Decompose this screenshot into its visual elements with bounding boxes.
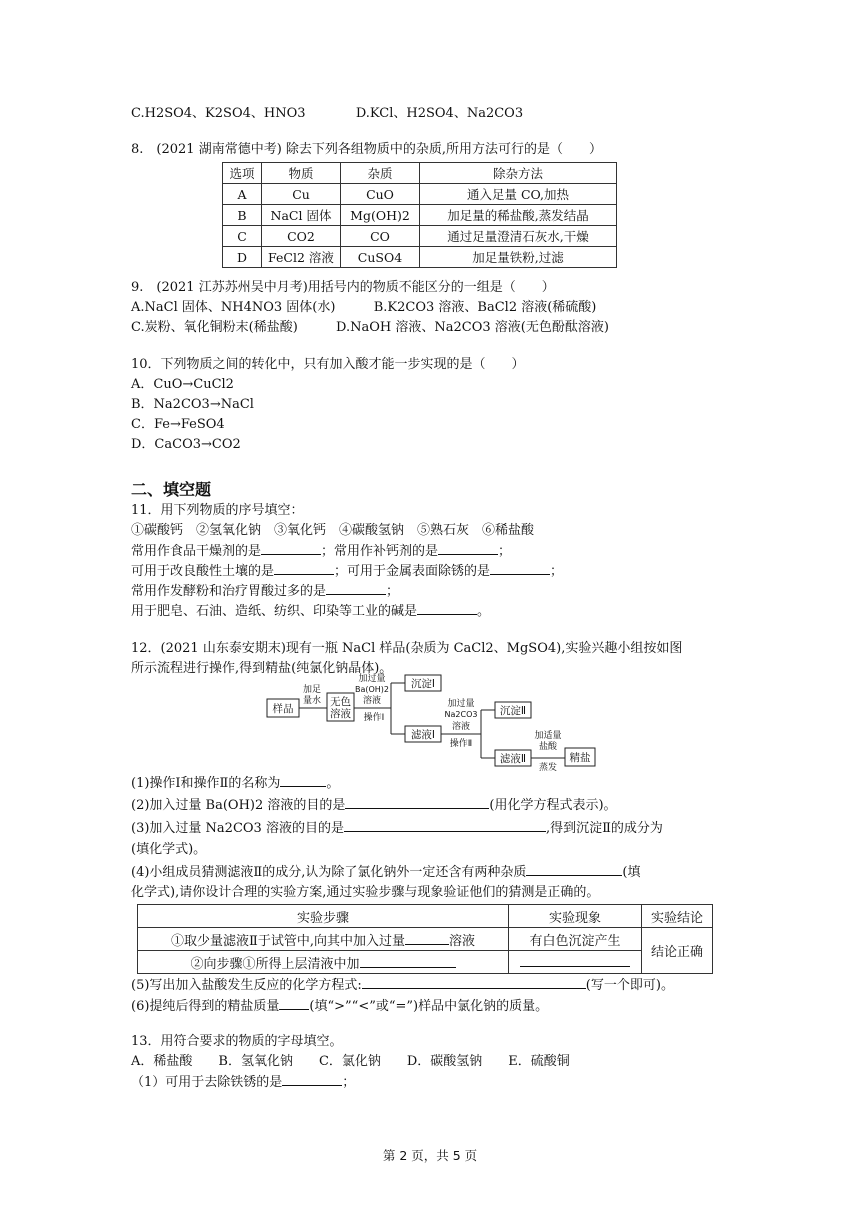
answer-blank[interactable] xyxy=(417,602,477,615)
experiment-step-cell xyxy=(138,951,509,974)
q12-text: (填 xyxy=(622,865,641,880)
q12-part-1 xyxy=(131,774,339,793)
q8-cell: 加足量的稀盐酸,蒸发结晶 xyxy=(420,205,617,226)
q8-cell: FeCl2 溶液 xyxy=(262,247,341,268)
q12-text: ①取少量滤液Ⅱ于试管中,向其中加入过量 xyxy=(171,933,405,949)
q8-cell: B xyxy=(223,205,262,226)
q12-text: (3)加入过量 Na2CO3 溶液的目的是 xyxy=(131,821,344,836)
q9-options-row1 xyxy=(131,299,596,317)
q12-part-2 xyxy=(131,796,617,815)
answer-blank[interactable] xyxy=(490,562,550,575)
q8-cell: C xyxy=(223,226,262,247)
q8-table xyxy=(222,162,617,268)
q11-text: 常用作食品干燥剂的是 xyxy=(131,544,262,559)
q11-line-2 xyxy=(131,562,563,581)
flow-filtrate2: 滤液Ⅱ xyxy=(499,753,527,765)
q12-part-6 xyxy=(131,997,548,1016)
q13-options: A．稀盐酸 B．氢氧化钠 C．氯化钠 D．碳酸氢钠 E．硫酸铜 xyxy=(131,1054,570,1069)
q8-header-cell: 物质 xyxy=(262,163,341,184)
q11-text: ； xyxy=(550,564,564,579)
q12-text: ②向步骤①所得上层清液中加 xyxy=(190,956,360,972)
q13-part-1 xyxy=(131,1073,355,1092)
q10-option-c: C．Fe→FeSO4 xyxy=(131,417,225,432)
q7-option-d: D.KCl、H2SO4、Na2CO3 xyxy=(355,106,524,121)
q12-text: (填“>”“<”或“=”)样品中氯化钠的质量。 xyxy=(309,999,549,1014)
q12-part-5 xyxy=(131,976,674,995)
q9-option-d: D.NaOH 溶液、Na2CO3 溶液(无色酚酞溶液) xyxy=(336,320,609,335)
q11-text: ；常用作补钙剂的是 xyxy=(321,544,439,559)
answer-blank[interactable] xyxy=(274,562,334,575)
q8-cell: Mg(OH)2 xyxy=(341,205,420,226)
flow-label: 操作Ⅰ xyxy=(363,713,385,723)
q7-option-line xyxy=(131,105,523,123)
flow-sample: 样品 xyxy=(272,703,294,715)
q9-options-row2 xyxy=(131,319,609,337)
table-header-cell: 实验现象 xyxy=(509,905,642,928)
q11-text: 可用于改良酸性土壤的是 xyxy=(131,564,275,579)
q8-cell: D xyxy=(223,247,262,268)
q11-line-3 xyxy=(131,582,399,601)
q8-header-cell: 除杂方法 xyxy=(420,163,617,184)
experiment-phenomenon-cell: 有白色沉淀产生 xyxy=(509,928,642,951)
q8-header-cell: 选项 xyxy=(223,163,262,184)
q9-option-b: B.K2CO3 溶液、BaCl2 溶液(稀硫酸) xyxy=(373,300,597,315)
q12-part-3-cont: (填化学式)。 xyxy=(131,842,207,857)
table-row xyxy=(138,928,713,951)
experiment-phenomenon-cell xyxy=(509,951,642,974)
q12-text: (6)提纯后得到的精盐质量 xyxy=(131,999,280,1014)
q12-text: (1)操作Ⅰ和操作Ⅱ的名称为 xyxy=(131,776,281,791)
q10-option-d: D．CaCO3→CO2 xyxy=(131,437,241,452)
table-row xyxy=(223,247,617,268)
table-row xyxy=(223,184,617,205)
q11-options: ①碳酸钙 ②氢氧化钠 ③氧化钙 ④碳酸氢钠 ⑤熟石灰 ⑥稀盐酸 xyxy=(131,523,535,538)
q12-text: (写一个即可)。 xyxy=(585,978,674,993)
experiment-conclusion-cell: 结论正确 xyxy=(642,928,713,974)
q8-cell: CuO xyxy=(341,184,420,205)
q12-text: (4)小组成员猜测滤液Ⅱ的成分,认为除了氯化钠外一定还含有两种杂质 xyxy=(131,865,527,880)
q8-cell: CO2 xyxy=(262,226,341,247)
flow-label: Na2CO3 xyxy=(444,710,478,719)
q11-stem: 11．用下列物质的序号填空： xyxy=(131,503,304,518)
flow-label: Ba(OH)2 xyxy=(354,685,390,694)
page-footer: 第 2 页，共 5 页 xyxy=(382,1148,478,1163)
flow-filtrate1: 滤液Ⅰ xyxy=(410,729,436,741)
answer-blank[interactable] xyxy=(261,542,321,555)
experiment-step-cell xyxy=(138,928,509,951)
answer-blank[interactable] xyxy=(520,954,630,967)
table-header-cell: 实验步骤 xyxy=(138,905,509,928)
flow-solution-1: 无色 xyxy=(330,696,351,708)
q12-stem-line-1: 12．(2021 山东泰安期末)现有一瓶 NaCl 样品(杂质为 CaCl2、MgSO4),实验兴趣小组按如图 xyxy=(131,641,683,656)
table-row xyxy=(138,951,713,974)
q8-cell: Cu xyxy=(262,184,341,205)
flow-label: 加过量 xyxy=(358,674,386,684)
flow-label: 加适量 xyxy=(534,731,562,741)
answer-blank[interactable] xyxy=(405,932,449,945)
q8-cell: A xyxy=(223,184,262,205)
table-row xyxy=(223,205,617,226)
q8-table-header xyxy=(223,163,617,184)
flow-ppt2: 沉淀Ⅱ xyxy=(499,705,527,717)
answer-blank[interactable] xyxy=(360,955,456,968)
flow-salt: 精盐 xyxy=(569,752,591,764)
q12-text: (2)加入过量 Ba(OH)2 溶液的目的是 xyxy=(131,798,346,813)
flow-diagram xyxy=(266,672,626,772)
q12-text: ,得到沉淀Ⅱ的成分为 xyxy=(545,821,663,836)
q8-cell: 通过足量澄清石灰水,干燥 xyxy=(420,226,617,247)
q7-option-c: C.H2SO4、K2SO4、HNO3 xyxy=(131,106,306,121)
q9-option-c: C.炭粉、氧化铜粉末(稀盐酸) xyxy=(131,320,298,335)
q11-text: ； xyxy=(498,544,512,559)
q10-stem: 10．下列物质之间的转化中，只有加入酸才能一步实现的是（ ） xyxy=(131,357,525,372)
flow-label: 加足 xyxy=(302,685,322,695)
flow-label: 量水 xyxy=(302,696,322,706)
q9-stem: 9. (2021 江苏苏州吴中月考)用括号内的物质不能区分的一组是（ ） xyxy=(131,280,555,295)
q8-cell: 通入足量 CO,加热 xyxy=(420,184,617,205)
answer-blank[interactable] xyxy=(362,976,586,989)
flow-label: 盐酸 xyxy=(538,742,558,752)
flow-ppt1: 沉淀Ⅰ xyxy=(410,678,436,690)
q11-text: 。 xyxy=(477,604,491,619)
q11-text: ； xyxy=(386,584,400,599)
q8-stem: 8. (2021 湖南常德中考) 除去下列各组物质中的杂质,所用方法可行的是（ ） xyxy=(131,142,603,157)
answer-blank[interactable] xyxy=(280,774,326,787)
table-header-cell: 实验结论 xyxy=(642,905,713,928)
q12-part-3 xyxy=(131,819,663,838)
q10-option-a: A．CuO→CuCl2 xyxy=(131,377,234,392)
q13-stem: 13．用符合要求的物质的字母填空。 xyxy=(131,1034,343,1049)
flow-label: 操作Ⅱ xyxy=(449,739,473,749)
q12-stem-line-2: 所示流程进行操作,得到精盐(纯氯化钠晶体)。 xyxy=(131,661,393,676)
answer-blank[interactable] xyxy=(279,997,309,1010)
q12-text: 溶液 xyxy=(448,933,475,949)
q11-text: 用于肥皂、石油、造纸、纺织、印染等工业的碱是 xyxy=(131,604,418,619)
q12-text: 。 xyxy=(326,776,340,791)
q13-text: （1）可用于去除铁锈的是 xyxy=(131,1075,283,1090)
section-title: 二、填空题 xyxy=(131,480,212,499)
answer-blank[interactable] xyxy=(282,1073,342,1086)
experiment-table xyxy=(137,904,713,974)
q12-text: (用化学方程式表示)。 xyxy=(489,798,617,813)
answer-blank[interactable] xyxy=(526,863,622,876)
experiment-table-header xyxy=(138,905,713,928)
q12-text: (5)写出加入盐酸发生反应的化学方程式: xyxy=(131,978,362,993)
q11-line-4 xyxy=(131,602,490,621)
flow-label: 溶液 xyxy=(362,696,382,706)
table-row xyxy=(223,226,617,247)
flow-label: 溶液 xyxy=(451,722,471,732)
flow-label: 加过量 xyxy=(447,699,475,709)
q10-option-b: B．Na2CO3→NaCl xyxy=(131,397,254,412)
q8-header-cell: 杂质 xyxy=(341,163,420,184)
q9-option-a: A.NaCl 固体、NH4NO3 固体(水) xyxy=(131,300,336,315)
q8-cell: CuSO4 xyxy=(341,247,420,268)
q12-part-4 xyxy=(131,863,640,882)
answer-blank[interactable] xyxy=(344,819,546,832)
q12-part-4-cont: 化学式),请你设计合理的实验方案,通过实验步骤与现象验证他们的猜测是正确的。 xyxy=(131,885,600,900)
q8-cell: NaCl 固体 xyxy=(262,205,341,226)
answer-blank[interactable] xyxy=(345,796,489,809)
q8-cell: CO xyxy=(341,226,420,247)
q8-cell: 加足量铁粉,过滤 xyxy=(420,247,617,268)
q11-text: 常用作发酵粉和治疗胃酸过多的是 xyxy=(131,584,327,599)
flow-label: 蒸发 xyxy=(538,763,558,772)
q13-text: ； xyxy=(342,1075,356,1090)
answer-blank[interactable] xyxy=(438,542,498,555)
q11-line-1 xyxy=(131,542,511,561)
flow-solution-2: 溶液 xyxy=(330,708,351,720)
answer-blank[interactable] xyxy=(326,582,386,595)
q11-text: ；可用于金属表面除锈的是 xyxy=(334,564,491,579)
